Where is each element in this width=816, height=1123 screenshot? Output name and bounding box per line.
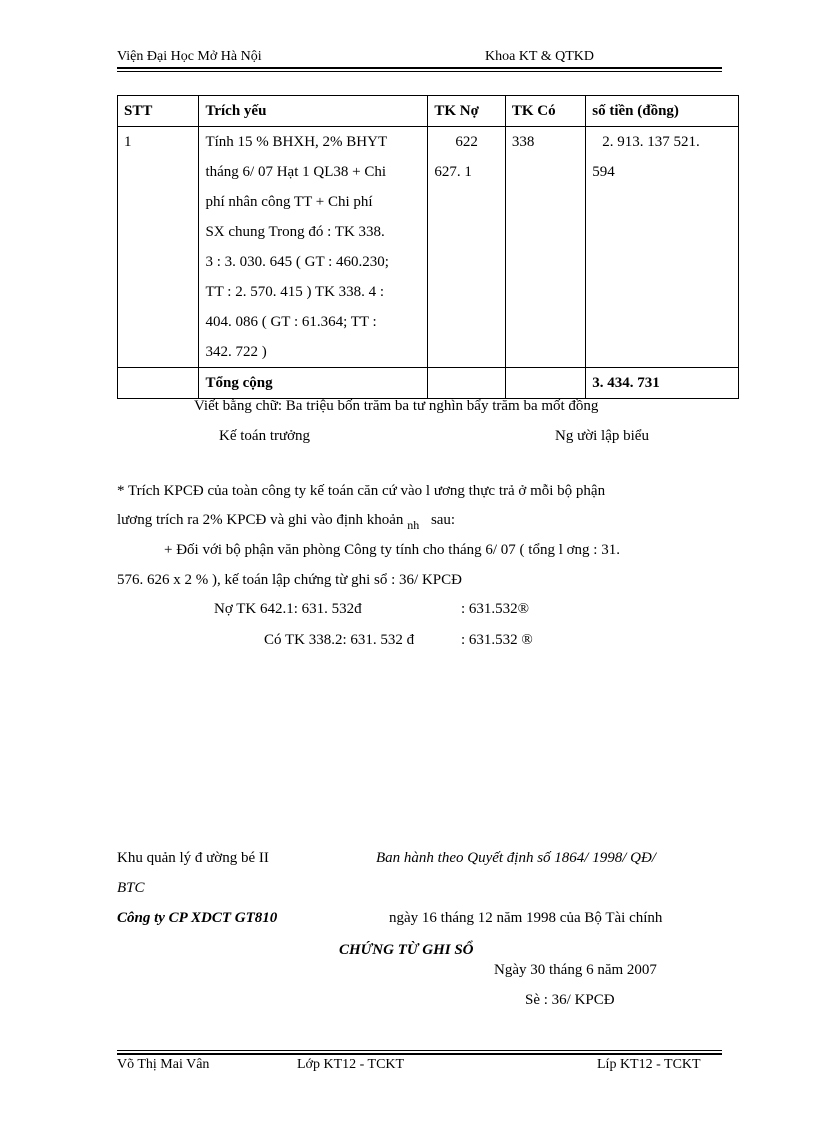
table-header-row [118,96,739,127]
footer-rule-thin [117,1050,722,1051]
entry-debit: Nợ TK 642.1: 631. 532đ [214,601,362,617]
footer-rule-thick [117,1053,722,1055]
voucher-number: Sè : 36/ KPCĐ [525,992,615,1008]
voucher-decree-line-2: BTC [117,880,145,896]
cell-amount [586,127,739,368]
cell-total-empty [118,368,199,399]
amount-in-words: Viết bằng chữ: Ba triệu bốn trăm ba tư nghìn bẩy trăm ba mốt đồng [194,398,599,414]
desc-line: 342. 722 ) [205,344,267,360]
cell-debit-account [428,127,506,368]
paragraph-2-line-2: 576. 626 x 2 % ), kế toán lập chứng từ ghi sổ : 36/ KPCĐ [117,572,462,588]
cell-description [199,127,428,368]
col-header-stt: STT [118,96,199,127]
desc-line: SX chung Trong đó : TK 338. [205,224,385,240]
header-institution: Viện Đại Học Mở Hà Nội [117,49,262,64]
table-row [118,127,739,368]
col-header-credit-account: TK Có [505,96,585,127]
cell-stt: 1 [118,127,199,368]
signature-preparer: Ng ười lập biểu [555,428,649,444]
header-rule-thick [117,67,722,69]
voucher-date: Ngày 30 tháng 6 năm 2007 [494,962,657,978]
col-header-amount: số tiền (đồng) [586,96,739,127]
desc-line: Tính 15 % BHXH, 2% BHYT [205,134,388,150]
voucher-title: CHỨNG TỪ GHI SỔ [339,942,474,958]
desc-line: 3 : 3. 030. 645 ( GT : 460.230; [205,254,389,270]
total-label: Tổng cộng [199,368,428,399]
journal-table [117,95,739,399]
desc-line: TT : 2. 570. 415 ) TK 338. 4 : [205,284,385,300]
amount-line-1: 2. 913. 137 521. [602,134,700,150]
voucher-decree-line-1: Ban hành theo Quyết định số 1864/ 1998/ QĐ/ [376,850,656,866]
footer-class-right: Líp KT12 - TCKT [597,1057,701,1072]
entry-credit-amount: : 631.532 ® [461,632,533,648]
desc-line: tháng 6/ 07 Hạt 1 QL38 + Chi [205,164,386,180]
voucher-org: Khu quản lý đ ường bé II [117,850,269,866]
paragraph-1-line-1: * Trích KPCĐ của toàn công ty kế toán căn cứ vào l ương thực trả ở mỗi bộ phận [117,483,606,499]
cell-credit-account: 338 [505,127,585,368]
amount-line-2: 594 [592,164,615,180]
entry-debit-amount: : 631.532® [461,601,530,617]
signature-chief-accountant: Kế toán trưởng [219,428,311,444]
cell-total-empty-3 [505,368,585,399]
desc-line: 404. 086 ( GT : 61.364; TT : [205,314,377,330]
total-value: 3. 434. 731 [586,368,739,399]
debit-account-2: 627. 1 [434,164,472,180]
footer-author: Võ Thị Mai Vân [117,1057,210,1072]
p1-line2-text-a: lương trích ra 2% KPCĐ và ghi vào định khoản [117,512,404,528]
p1-line2-text-b: sau: [430,512,456,528]
footer-class: Lớp KT12 - TCKT [297,1057,405,1072]
col-header-debit-account: TK Nợ [428,96,506,127]
voucher-decree-date: ngày 16 tháng 12 năm 1998 của Bộ Tài chính [389,910,663,926]
debit-account-1: 622 [455,134,478,150]
entry-credit: Có TK 338.2: 631. 532 đ [264,632,415,648]
header-faculty: Khoa KT & QTKD [485,49,595,64]
paragraph-2-line-1: + Đối với bộ phận văn phòng Công ty tính cho tháng 6/ 07 ( tổng l ơng : 31. [164,542,620,558]
cell-total-empty-2 [428,368,506,399]
paragraph-1-line-2 [117,512,456,532]
header-rule-thin [117,71,722,72]
voucher-company: Công ty CP XDCT GT810 [117,910,278,926]
table-total-row [118,368,739,399]
p1-line2-nh: nh [407,518,420,532]
col-header-description: Trích yếu [199,96,428,127]
desc-line: phí nhân công TT + Chi phí [205,194,373,210]
